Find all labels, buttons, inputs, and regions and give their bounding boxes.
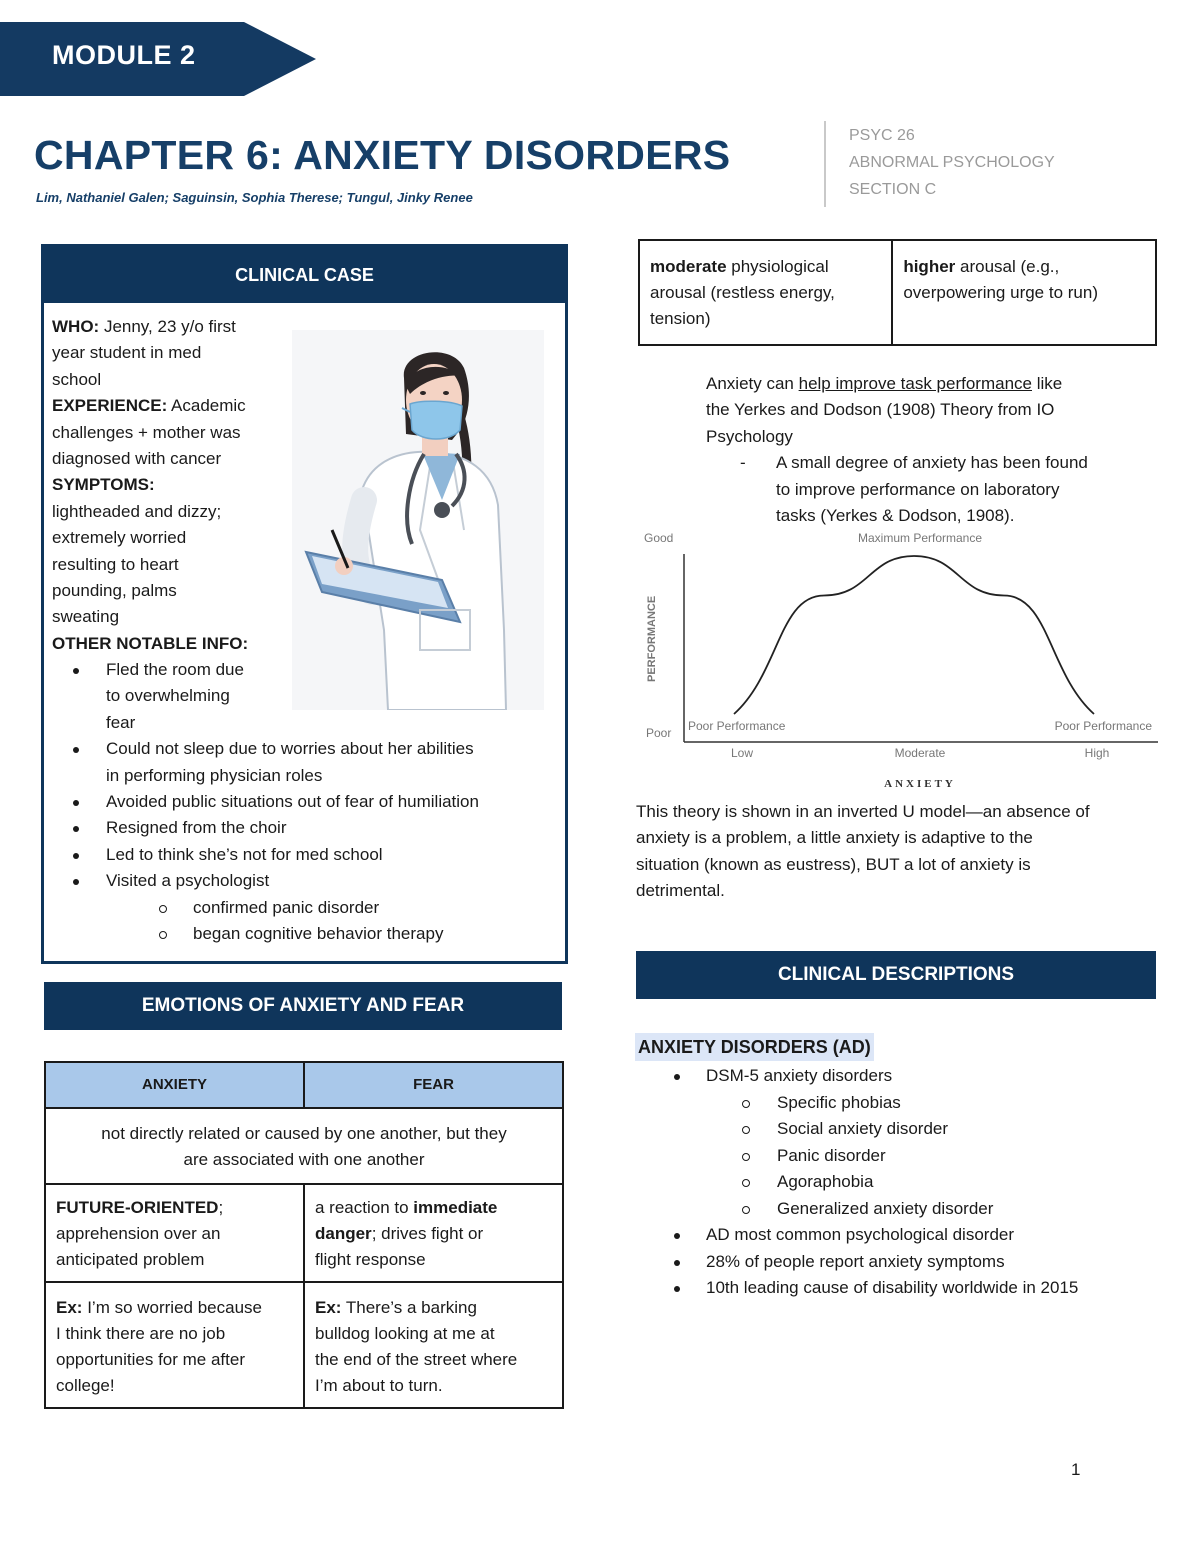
higher-bold: higher [903,257,956,276]
inverted-u-line: detrimental. [636,881,725,901]
sub-bullet-icon [742,1153,750,1161]
course-name: ABNORMAL PSYCHOLOGY [849,154,1055,171]
fact-text: 28% of people report anxiety symptoms [706,1251,1005,1271]
anxiety-ex-line: opportunities for me after [56,1350,245,1369]
bullet-icon [674,1074,680,1080]
bullet-text: Could not sleep due to worries about her abilities [106,739,474,759]
fear-example-cell [304,1282,563,1408]
inverted-u-line: anxiety is a problem, a little anxiety is adaptive to the [636,828,1033,848]
sub-bullet-icon [742,1179,750,1187]
who-line-2: year student in med [52,343,202,363]
x-tick-label: High [1084,746,1110,760]
bullet-icon [674,1260,680,1266]
shared-line-1: not directly related or caused by one another, but they [101,1124,507,1143]
x-tick-label: Moderate [894,746,946,760]
anxiety-ex-line: I’m so worried because [82,1298,262,1317]
symptoms-line-2: extremely worried [52,528,187,548]
y-axis-label: PERFORMANCE [646,595,658,682]
bullet-text: Led to think she’s not for med school [106,844,383,864]
experience-line-3: diagnosed with cancer [52,449,222,469]
other-info-label: OTHER NOTABLE INFO: [52,633,249,653]
bullet-text: Fled the room due [106,660,244,679]
sub-list-item [636,1143,1166,1170]
x-axis-label: ANXIETY [884,778,956,790]
anxiety-def-line: anticipated problem [56,1250,205,1269]
list-item [636,1222,1166,1249]
bullet-icon [73,826,79,832]
page-number: 1 [1071,1460,1081,1479]
inverted-u-paragraph [636,799,1166,905]
fear-ex-label: Ex: [315,1298,342,1317]
sub-bullet-icon [742,1126,750,1134]
list-item [636,1249,1166,1276]
fear-ex-line: the end of the street where [315,1350,518,1369]
list-item [52,657,557,736]
bullet-text: Avoided public situations out of fear of humiliation [106,792,479,812]
fear-ex-line: bulldog looking at me at [315,1324,495,1343]
fear-def-pre: a reaction to [315,1198,414,1217]
arousal-table [638,239,1157,346]
fact-text: 10th leading cause of disability worldwide in 2015 [706,1278,1079,1297]
anxiety-ex-line: college! [56,1376,115,1395]
anxiety-def-semicolon: ; [218,1198,224,1217]
who-line-3: school [52,369,102,389]
course-section: SECTION C [849,181,937,198]
yerkes-text: like [1032,374,1063,393]
yerkes-line-3: Psychology [706,426,793,446]
fear-def-bold-1: immediate [413,1198,498,1217]
sub-bullet-icon [159,905,167,913]
annotation-left: Poor Performance [688,719,786,733]
course-code: PSYC 26 [849,127,915,144]
case-who [52,314,292,657]
bullet-text: fear [106,712,136,732]
yerkes-dodson-chart [638,528,1164,794]
who-label: WHO: [52,317,100,336]
list-item [52,789,557,815]
shared-cell [45,1108,563,1184]
bullet-text: to overwhelming [106,686,230,706]
module-label: MODULE 2 [52,40,196,70]
anxiety-def-line: apprehension over an [56,1224,221,1243]
symptoms-label: SYMPTOMS: [52,475,155,495]
fear-definition-cell [304,1184,563,1282]
dash-bullet: - [740,453,746,473]
experience-label: EXPERIENCE: [52,396,168,416]
experience-line-2: challenges + mother was [52,422,241,442]
moderate-bold: moderate [650,257,727,276]
disorder-text: Agoraphobia [777,1172,874,1191]
bullet-icon [674,1233,680,1239]
yerkes-sub-line: to improve performance on laboratory [776,479,1060,499]
sub-list-item [636,1196,1166,1223]
fear-column-header: FEAR [304,1062,563,1108]
bullet-icon [73,800,79,806]
yerkes-sub-item [706,450,1166,529]
list-item [52,842,557,868]
yerkes-line-2: the Yerkes and Dodson (1908) Theory from IO [706,400,1055,420]
bullet-icon [674,1286,680,1292]
fear-def-bold-2: danger [315,1224,372,1243]
emotions-header: EMOTIONS OF ANXIETY AND FEAR [44,982,562,1030]
emotions-table [44,1061,564,1409]
sub-bullet-text: began cognitive behavior therapy [193,924,444,944]
yerkes-text: Anxiety can [706,374,799,393]
yerkes-sub-line: tasks (Yerkes & Dodson, 1908). [776,506,1015,526]
yerkes-paragraph [706,371,1166,529]
anxiety-disorders-heading: ANXIETY DISORDERS (AD) [635,1033,874,1061]
yerkes-sub-line: A small degree of anxiety has been found [776,453,1088,473]
experience-line-1: Academic [167,396,246,416]
higher-arousal-cell [892,240,1156,345]
sub-list-item [636,1090,1166,1117]
shared-line-2: are associated with one another [183,1150,425,1169]
disorder-text: Panic disorder [777,1145,886,1165]
sub-bullet-icon [742,1206,750,1214]
fact-text: AD most common psychological disorder [706,1225,1015,1244]
inverted-u-line: situation (known as eustress), BUT a lot of anxiety is [636,854,1031,874]
bullet-icon [73,879,79,885]
sub-bullet-text: confirmed panic disorder [193,897,380,917]
yerkes-underlined-text: help improve task performance [798,374,1032,393]
disorder-text: Generalized anxiety disorder [777,1198,994,1218]
list-item [52,736,557,789]
sub-list-item [52,895,557,921]
dsm-text: DSM-5 anxiety disorders [706,1066,893,1085]
symptoms-line-5: sweating [52,607,120,627]
bullet-icon [73,668,79,674]
bullet-text: in performing physician roles [106,765,323,785]
sub-list-item [52,921,557,947]
higher-line: overpowering urge to run) [903,283,1098,302]
x-tick-label: Low [730,746,754,760]
sub-list-item [636,1169,1166,1196]
annotation-right: Poor Performance [1054,719,1152,733]
list-item [636,1275,1166,1302]
performance-curve [734,556,1094,714]
case-bullets [52,657,557,947]
chart-title: Maximum Performance [857,531,983,545]
disorder-text: Specific phobias [777,1092,901,1112]
sub-list-item [636,1116,1166,1143]
fear-def-line-3: flight response [315,1250,426,1269]
bullet-text: Resigned from the choir [106,818,287,838]
fear-def-post: ; drives fight or [371,1224,484,1243]
moderate-line: arousal (restless energy, [650,283,835,302]
anxiety-ex-label: Ex: [56,1298,83,1317]
sub-bullet-icon [742,1100,750,1108]
doctor-illustration [292,330,544,710]
bullet-icon [73,747,79,753]
moderate-line: physiological [726,257,829,276]
clinical-descriptions-header: CLINICAL DESCRIPTIONS [636,951,1156,999]
inverted-u-line: This theory is shown in an inverted U model—an absence of [636,802,1090,821]
moderate-line: tension) [650,309,711,328]
sub-bullet-icon [159,931,167,939]
moderate-arousal-cell [639,240,892,345]
list-item [52,868,557,894]
anxiety-definition-cell [45,1184,304,1282]
fear-ex-line: There’s a barking [341,1298,477,1317]
y-tick-label: Good [644,531,674,545]
anxiety-example-cell [45,1282,304,1408]
symptoms-line-3: resulting to heart [52,554,179,574]
course-divider [824,121,826,207]
symptoms-line-4: pounding, palms [52,581,177,601]
chapter-title: CHAPTER 6: ANXIETY DISORDERS [34,132,731,178]
bullet-icon [73,853,79,859]
disorder-text: Social anxiety disorder [777,1119,949,1138]
clinical-descriptions-list [636,1063,1166,1302]
bullet-text: Visited a psychologist [106,871,270,891]
clinical-case-header: CLINICAL CASE [44,247,565,303]
fear-ex-line: I’m about to turn. [315,1376,443,1395]
anxiety-def-bold: FUTURE-ORIENTED [56,1198,219,1217]
symptoms-line-1: lightheaded and dizzy; [52,501,222,521]
who-line-1: Jenny, 23 y/o first [99,317,236,336]
list-item [52,815,557,841]
anxiety-ex-line: I think there are no job [56,1324,226,1343]
anxiety-column-header: ANXIETY [45,1062,304,1108]
authors: Lim, Nathaniel Galen; Saguinsin, Sophia Therese; Tungul, Jinky Renee [36,190,473,205]
y-tick-label: Poor [646,726,672,740]
higher-line: arousal (e.g., [955,257,1060,276]
list-item [636,1063,1166,1090]
